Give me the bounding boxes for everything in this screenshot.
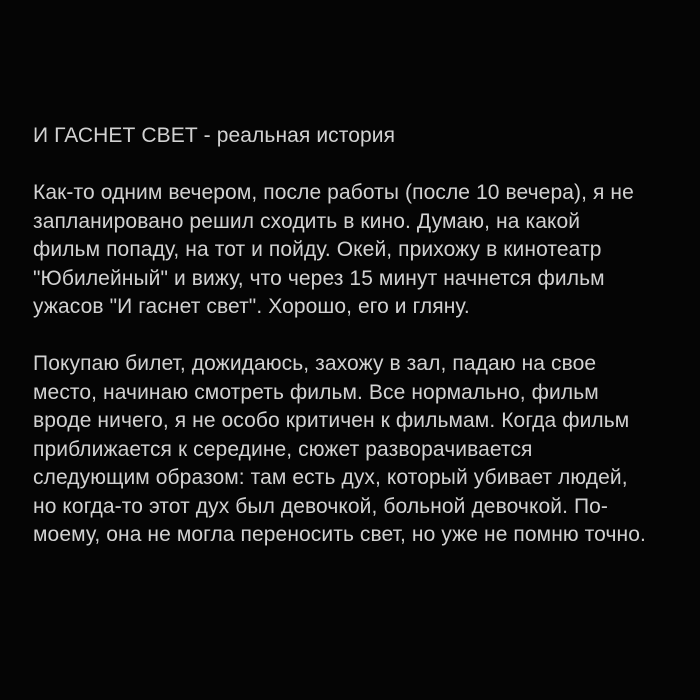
- text-line: фильм попаду, на тот и пойду. Окей, прихожу в кинотеатр: [33, 238, 602, 261]
- text-line: ужасов "И гаснет свет". Хорошо, его и гляну.: [33, 295, 470, 318]
- text-line: вроде ничего, я не особо критичен к фильмам. Когда фильм: [33, 409, 630, 432]
- text-line: но когда-то этот дух был девочкой, больной девочкой. По-: [33, 494, 609, 518]
- text-line: "Юбилейный" и вижу, что через 15 минут начнется фильм: [33, 266, 605, 290]
- text-line: место, начинаю смотреть фильм. Все нормально, фильм: [33, 380, 599, 404]
- text-line: следующим образом: там есть дух, который убивает людей,: [33, 466, 628, 489]
- text-line: моему, она не могла переносить свет, но уже не помню точно.: [33, 523, 646, 546]
- story-content: [33, 122, 672, 550]
- text-line: приближается к середине, сюжет разворачивается: [33, 437, 533, 461]
- story-title: И ГАСНЕТ СВЕТ - реальная история: [33, 124, 396, 147]
- story-paragraph-2: [33, 350, 672, 550]
- text-line: Покупаю билет, дожидаюсь, захожу в зал, падаю на свое: [33, 352, 597, 375]
- text-line: Как-то одним вечером, после работы (после 10 вечера), я не: [33, 181, 634, 204]
- story-paragraph-1: [33, 179, 672, 322]
- text-line: запланировано решил сходить в кино. Думаю, на какой: [33, 209, 581, 233]
